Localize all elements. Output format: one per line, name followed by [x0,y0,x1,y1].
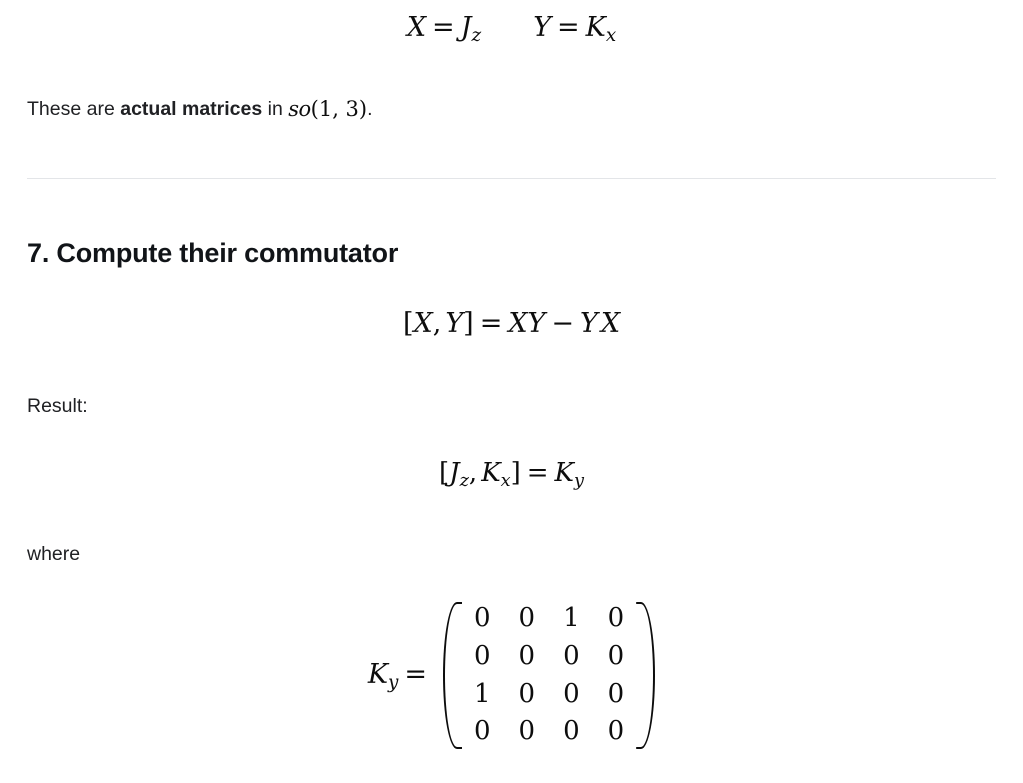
equals-sign-matrix: = [404,658,427,690]
matrix-cell: 0 [518,678,536,709]
paragraph-actual-matrices [27,94,996,126]
matrix-body [460,600,638,751]
matrix-label-subscript-y: y [387,671,399,693]
matrix-label-K: K [367,658,388,690]
equation-matrix-Ky [27,600,996,751]
matrix-cell: 0 [607,678,625,709]
text-suffix: . [367,98,373,120]
left-paren-icon [443,600,460,751]
bracket-open: [ [402,308,414,339]
result-symbol-K: K [481,458,501,488]
table-row [460,600,638,638]
algebra-symbol-so: so [288,97,311,121]
matrix-cell: 0 [607,603,625,633]
matrix-cell: 0 [563,716,580,747]
table-row [460,676,638,714]
result-bracket-open: [ [439,458,450,488]
result-bracket-close: ] [510,458,521,488]
text-middle: in [262,98,289,120]
bracket-close: ] [463,308,474,339]
text-bold-actual-matrices: actual matrices [120,98,263,120]
result-symbol-J: J [449,458,460,488]
term-XY-X: X [508,308,528,339]
matrix-cell: 0 [563,640,580,671]
result-comma: , [468,458,478,488]
right-paren-icon [638,600,655,751]
matrix-Ky [443,600,655,751]
algebra-arguments: (1, 3) [310,97,368,121]
equals-sign-1: = [432,12,455,43]
equals-sign-2: = [557,12,580,43]
matrix-cell: 1 [563,603,580,633]
page-title: 7. Compute their commutator [27,238,399,268]
result-symbol-Ky: K [554,458,574,488]
label-where: where [27,543,81,565]
equation-commutator-definition [27,308,996,339]
term-YX-X: X [600,308,621,339]
symbol-Kx: K [585,12,606,43]
matrix-cell: 0 [518,640,536,671]
matrix-cell: 0 [473,640,491,671]
minus-sign: − [551,308,574,339]
matrix-cell: 0 [473,603,491,633]
symbol-Y: Y [533,12,552,43]
table-row [460,638,638,676]
symbol-Y-comm: Y [445,308,464,339]
matrix-cell: 0 [518,603,536,633]
equals-sign-result: = [526,458,549,488]
matrix-label-group [368,659,433,693]
matrix-cell: 0 [518,716,536,747]
symbol-Jz: J [460,12,472,43]
matrix-cell: 0 [473,716,491,747]
table-row [460,713,638,751]
label-result: Result: [27,395,88,417]
subscript-x: x [605,25,617,47]
equation-commutator-result [27,458,996,491]
comma: , [432,308,442,339]
symbol-X: X [406,12,427,43]
matrix-cell: 1 [473,678,491,709]
matrix-cell: 0 [607,716,625,747]
term-YX-Y: Y [580,308,598,339]
section-divider [27,178,996,179]
result-subscript-z: z [459,470,469,491]
equals-sign-comm: = [479,308,503,339]
matrix-cell: 0 [607,640,625,671]
result-subscript-x: x [500,470,511,491]
result-subscript-y: y [573,470,584,491]
symbol-X-comm: X [413,308,433,339]
matrix-cell: 0 [563,678,580,709]
term-XY-Y: Y [527,308,546,339]
text-prefix: These are [27,98,121,120]
equation-generator-assignments [27,12,996,46]
subscript-z: z [471,25,482,47]
